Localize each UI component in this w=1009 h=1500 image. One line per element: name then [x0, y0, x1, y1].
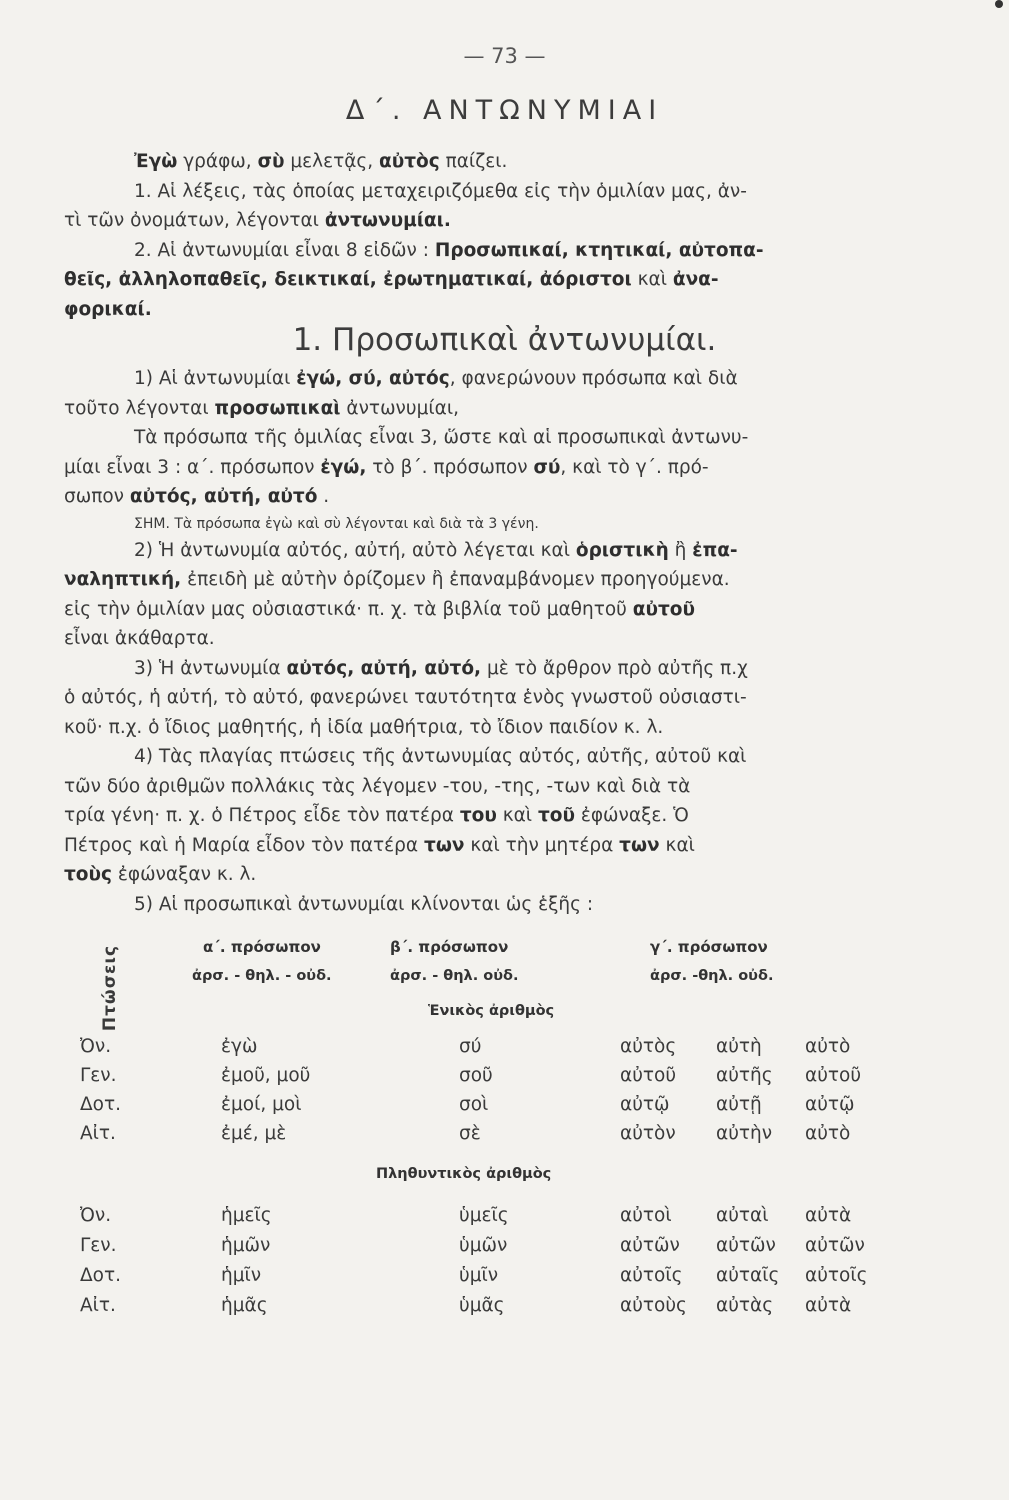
p1-line1: 1. Αἱ λέξεις, τὰς ὁποίας μεταχειριζόμεθα εἰς τὴν ὁμιλίαν μας, ἀν- — [134, 180, 747, 202]
col3-head: γ΄. πρόσωπον — [650, 938, 768, 956]
table-cell-case: Γεν. — [80, 1065, 117, 1086]
table-cell-f: αὐτῶν — [716, 1235, 776, 1256]
table-cell-f: αὐτῆς — [716, 1065, 773, 1086]
p2-line2: θεῖς, ἀλληλοπαθεῖς, δεικτικαί, ἐρωτηματικαί, ἀόριστοι καὶ ἀνα- — [64, 269, 719, 290]
table-cell-b: ὑμεῖς — [459, 1205, 509, 1226]
table-cell-case: Δοτ. — [80, 1265, 121, 1286]
table-cell-m: αὐτοὺς — [620, 1295, 687, 1316]
table-cell-a: ἡμεῖς — [221, 1205, 272, 1226]
table-cell-case: Ὀν. — [80, 1036, 112, 1057]
s2-line2: ναληπτική, ἐπειδὴ μὲ αὐτὴν ὁρίζομεν ἢ ἐπαναμβάνομεν προηγούμενα. — [64, 569, 730, 590]
section-paragraphs — [64, 364, 896, 919]
s2-line1: 2) Ἡ ἀντωνυμία αὐτός, αὐτή, αὐτὸ λέγεται καὶ ὁριστικὴ ἢ ἐπα- — [134, 539, 738, 561]
plural-label: Πληθυντικὸς ἀριθμὸς — [376, 1166, 552, 1182]
table-cell-a: ἐγὼ — [221, 1036, 258, 1057]
table-row — [0, 1235, 1009, 1265]
table-cell-f: αὐταὶ — [716, 1205, 769, 1226]
table-row — [0, 1265, 1009, 1295]
table-cell-case: Αἰτ. — [80, 1295, 116, 1316]
table-cell-m: αὐτοῦ — [620, 1065, 677, 1086]
table-cell-a: ἡμῶν — [221, 1235, 271, 1256]
s4-line3: τρία γένη· π. χ. ὁ Πέτρος εἶδε τὸν πατέρα του καὶ τοῦ ἐφώναξε. Ὁ — [64, 805, 689, 826]
note-line: ΣΗΜ. Τὰ πρόσωπα ἐγὼ καὶ σὺ λέγονται καὶ διὰ τὰ 3 γένη. — [134, 515, 539, 532]
table-cell-n: αὐτὸ — [805, 1036, 851, 1057]
table-cell-m: αὐτοῖς — [620, 1265, 683, 1286]
col1-head: α΄. πρόσωπον — [203, 938, 321, 956]
table-row — [0, 1295, 1009, 1325]
table-cell-f: αὐτὴν — [716, 1123, 773, 1144]
table-cell-m: αὐτῷ — [620, 1094, 670, 1115]
intro-line: Ἐγὼ γράφω, σὺ μελετᾷς, αὐτὸς παίζει. — [134, 151, 508, 172]
table-cell-b: ὑμῶν — [459, 1235, 508, 1256]
s5-line: 5) Αἱ προσωπικαὶ ἀντωνυμίαι κλίνονται ὡς ἑξῆς : — [134, 893, 594, 915]
table-cell-f: αὐτῇ — [716, 1094, 762, 1115]
table-cell-case: Δοτ. — [80, 1094, 121, 1115]
table-cell-m: αὐτοὶ — [620, 1205, 672, 1226]
table-cell-b: σοῦ — [459, 1065, 493, 1086]
s2-line3: εἰς τὴν ὁμιλίαν μας οὐσιαστικά· π. χ. τὰ βιβλία τοῦ μαθητοῦ αὐτοῦ — [64, 598, 695, 620]
table-row — [0, 1205, 1009, 1235]
table-cell-a: ἐμοί, μοὶ — [221, 1094, 302, 1115]
table-cell-b: σοὶ — [459, 1094, 489, 1115]
table-cell-n: αὐτοῦ — [805, 1065, 862, 1086]
s1-line4: μίαι εἶναι 3 : α΄. πρόσωπον ἐγώ, τὸ β΄. πρόσωπον σύ, καὶ τὸ γ΄. πρό- — [64, 456, 709, 478]
table-cell-n: αὐτὸ — [805, 1123, 851, 1144]
table-cell-a: ἐμοῦ, μοῦ — [221, 1065, 311, 1086]
intro-paragraphs — [64, 147, 896, 324]
s4-line2: τῶν δύο ἀριθμῶν πολλάκις τὰς λέγομεν -του, -της, -των καὶ διὰ τὰ — [64, 775, 691, 797]
table-cell-b: ὑμᾶς — [459, 1295, 505, 1316]
cases-side-label: Πτώσεις — [100, 944, 120, 1032]
table-cell-n: αὐτῶν — [805, 1235, 865, 1256]
table-cell-f: αὐταῖς — [716, 1265, 780, 1286]
s1-line5: σωπον αὐτός, αὐτή, αὐτό . — [64, 486, 330, 507]
s3-line2: ὁ αὐτός, ἡ αὐτή, τὸ αὐτό, φανερώνει ταυτότητα ἑνὸς γνωστοῦ οὐσιαστι- — [64, 687, 747, 708]
table-cell-a: ἐμέ, μὲ — [221, 1123, 287, 1144]
table-cell-b: σὲ — [459, 1123, 481, 1144]
s4-line1: 4) Τὰς πλαγίας πτώσεις τῆς ἀντωνυμίας αὐτός, αὐτῆς, αὐτοῦ καὶ — [134, 746, 747, 767]
table-cell-f: αὐτὴ — [716, 1036, 762, 1057]
table-cell-m: αὐτὸν — [620, 1123, 676, 1144]
table-cell-case: Ὀν. — [80, 1205, 112, 1226]
table-row — [0, 1065, 1009, 1095]
s1-line1: 1) Αἱ ἀντωνυμίαι ἐγώ, σύ, αὐτός, φανερώνουν πρόσωπα καὶ διὰ — [134, 368, 738, 389]
s1-line2: τοῦτο λέγονται προσωπικαὶ ἀντωνυμίαι, — [64, 397, 459, 419]
table-cell-a: ἡμῖν — [221, 1265, 262, 1286]
page-number: — 73 — — [463, 44, 546, 68]
table-cell-n: αὐτὰ — [805, 1205, 852, 1226]
col3-sub: ἀρσ. -θηλ. οὐδ. — [650, 968, 774, 984]
table-cell-case: Γεν. — [80, 1235, 117, 1256]
s3-line3: κοῦ· π.χ. ὁ ἴδιος μαθητής, ἡ ἰδία μαθήτρια, τὸ ἴδιον παιδίον κ. λ. — [64, 716, 664, 738]
table-cell-b: σύ — [459, 1036, 482, 1057]
p2-line3: φορικαί. — [64, 298, 152, 320]
s1-line3: Τὰ πρόσωπα τῆς ὁμιλίας εἶναι 3, ὥστε καὶ αἱ προσωπικαὶ ἀντωνυ- — [134, 427, 749, 448]
table-row — [0, 1036, 1009, 1066]
table-cell-m: αὐτὸς — [620, 1036, 677, 1057]
table-cell-n: αὐτὰ — [805, 1295, 852, 1316]
s2-line4: εἶναι ἀκάθαρτα. — [64, 628, 215, 649]
chapter-title: Δ΄. ΑΝΤΩΝΥΜΙΑΙ — [345, 95, 664, 126]
col1-sub: ἀρσ. - θηλ. - οὐδ. — [192, 968, 332, 984]
singular-label: Ἑνικὸς ἀριθμὸς — [428, 1003, 555, 1019]
page-edge-mark — [995, 0, 1003, 8]
p1-line2: τὶ τῶν ὀνομάτων, λέγονται ἀντωνυμίαι. — [64, 210, 451, 231]
section-title: 1. Προσωπικαὶ ἀντωνυμίαι. — [292, 322, 717, 358]
s3-line1: 3) Ἡ ἀντωνυμία αὐτός, αὐτή, αὐτό, μὲ τὸ ἄρθρον πρὸ αὐτῆς π.χ — [134, 657, 748, 679]
table-cell-n: αὐτῷ — [805, 1094, 855, 1115]
p2-line1: 2. Αἱ ἀντωνυμίαι εἶναι 8 εἰδῶν : Προσωπικαί, κτητικαί, αὐτοπα- — [134, 239, 764, 261]
table-cell-b: ὑμῖν — [459, 1265, 499, 1286]
s4-line4: Πέτρος καὶ ἡ Μαρία εἶδον τὸν πατέρα των καὶ τὴν μητέρα των καὶ — [64, 834, 695, 856]
table-row — [0, 1094, 1009, 1124]
table-cell-n: αὐτοῖς — [805, 1265, 868, 1286]
table-cell-a: ἡμᾶς — [221, 1295, 268, 1316]
table-cell-m: αὐτῶν — [620, 1235, 680, 1256]
table-cell-case: Αἰτ. — [80, 1123, 116, 1144]
col2-sub: ἀρσ. - θηλ. οὐδ. — [390, 968, 519, 984]
table-cell-f: αὐτὰς — [716, 1295, 774, 1316]
table-row — [0, 1123, 1009, 1153]
s4-line5: τοὺς ἐφώναξαν κ. λ. — [64, 864, 257, 885]
col2-head: β΄. πρόσωπον — [390, 938, 509, 956]
